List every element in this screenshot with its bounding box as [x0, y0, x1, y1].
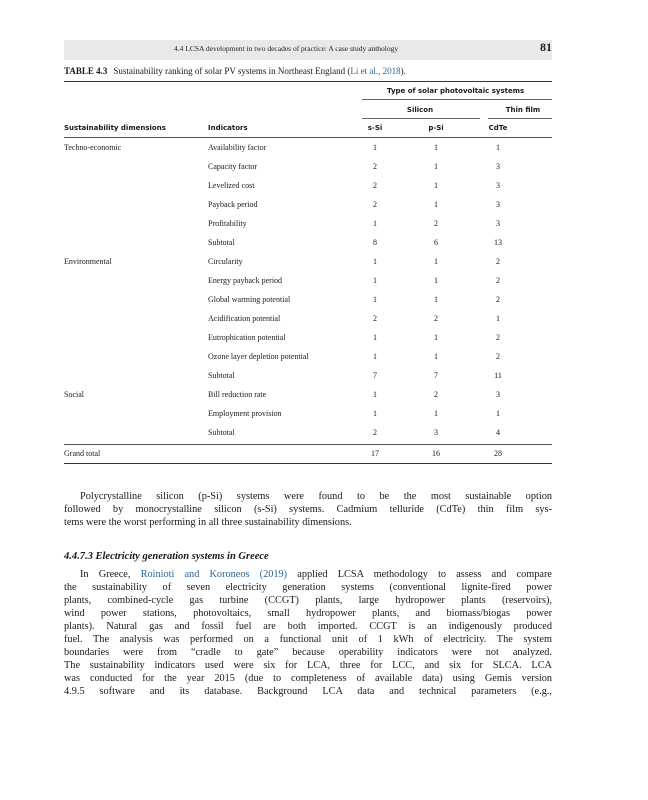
indicator-cell: Levelized cost [208, 181, 255, 190]
psi-value: 1 [434, 295, 438, 304]
dimension-cell: Techno-economic [64, 143, 122, 152]
psi-value: 3 [434, 428, 438, 437]
ssi-value: 1 [373, 276, 377, 285]
ssi-value: 1 [373, 219, 377, 228]
indicator-cell: Circularity [208, 257, 243, 266]
body-paragraph [64, 490, 552, 529]
type-header: Type of solar photovoltaic systems [387, 87, 525, 95]
cdte-value: 3 [496, 181, 500, 190]
paragraph-line: plants, combined-cycle gas turbine (CCGT) plants, large hydropower plants (reservoirs), [64, 595, 552, 606]
indicator-cell: Subtotal [208, 371, 235, 380]
thin-film-header-rule [488, 118, 552, 119]
paragraph-line: fuel. The analysis was performed on a functional unit of 1 kWh of electricity. The system [64, 634, 552, 645]
ssi-value: 2 [373, 428, 377, 437]
cdte-value: 3 [496, 200, 500, 209]
psi-value: 1 [434, 257, 438, 266]
cdte-value: 3 [496, 162, 500, 171]
cdte-value: 1 [496, 409, 500, 418]
indicator-cell: Payback period [208, 200, 258, 209]
cdte-value: 2 [496, 352, 500, 361]
cdte-value: 2 [496, 333, 500, 342]
paragraph-line: was conducted for the year 2015 (due to completeness of available data) using Gemis version [64, 673, 552, 684]
table-bottom-rule [64, 463, 552, 464]
paragraph-line: tems were the worst performing in all three sustainability dimensions. [64, 517, 352, 528]
ssi-value: 1 [373, 390, 377, 399]
ssi-column-header: s-Si [367, 124, 383, 132]
psi-value: 2 [434, 314, 438, 323]
paragraph-line: Polycrystalline silicon (p-Si) systems were found to be the most sustainable option [80, 491, 552, 502]
dimension-cell: Environmental [64, 257, 112, 266]
cdte-value: 3 [496, 219, 500, 228]
silicon-header: Silicon [406, 106, 434, 114]
indicator-cell: Acidification potential [208, 314, 281, 323]
psi-value: 1 [434, 276, 438, 285]
psi-value: 2 [434, 219, 438, 228]
indicator-column-header: Indicators [208, 124, 248, 132]
psi-value: 7 [434, 371, 438, 380]
psi-column-header: p-Si [428, 124, 444, 132]
ssi-value: 2 [373, 200, 377, 209]
indicator-cell: Energy payback period [208, 276, 283, 285]
cdte-value: 4 [496, 428, 500, 437]
psi-value: 1 [434, 181, 438, 190]
column-header-rule [64, 137, 552, 138]
indicator-cell: Subtotal [208, 428, 235, 437]
ssi-value: 1 [373, 257, 377, 266]
psi-value: 1 [434, 162, 438, 171]
type-header-rule [362, 99, 552, 100]
indicator-cell: Global warming potential [208, 295, 291, 304]
cdte-value: 1 [496, 314, 500, 323]
psi-value: 2 [434, 390, 438, 399]
grand-total-rule [64, 444, 552, 445]
indicator-cell: Ozone layer depletion potential [208, 352, 309, 361]
psi-value: 6 [434, 238, 438, 247]
cdte-column-header: CdTe [488, 124, 508, 132]
psi-value: 1 [434, 200, 438, 209]
ssi-value: 2 [373, 314, 377, 323]
paragraph-suffix: applied LCSA methodology to assess and compare [287, 569, 552, 580]
running-head [64, 40, 552, 60]
body-paragraph [64, 568, 552, 698]
paragraph-line: the sustainability of seven electricity generation systems (conventional lignite-fired power [64, 582, 552, 593]
cdte-value: 1 [496, 143, 500, 152]
ssi-value: 1 [373, 295, 377, 304]
table-caption [64, 66, 406, 76]
psi-value: 1 [434, 143, 438, 152]
caption-text: Sustainability ranking of solar PV systems in Northeast England ( [113, 66, 351, 76]
indicator-cell: Eutrophication potential [208, 333, 286, 342]
caption-reference-link[interactable]: Li et al., 2018 [350, 66, 401, 76]
ssi-value: 1 [373, 333, 377, 342]
ssi-value: 8 [373, 238, 377, 247]
cdte-value: 2 [496, 276, 500, 285]
section-heading: 4.4.7.3 Electricity generation systems in Greece [64, 551, 269, 562]
ssi-value: 2 [373, 181, 377, 190]
ssi-value: 17 [371, 449, 379, 458]
indicator-cell: Profitability [208, 219, 247, 228]
dimension-cell: Social [64, 390, 84, 399]
paragraph-prefix: In Greece, [80, 569, 141, 580]
caption-end: ). [400, 66, 406, 76]
paragraph-line: 4.9.5 software and its database. Background LCA data and technical parameters (e.g., [64, 686, 552, 697]
silicon-header-rule [362, 118, 480, 119]
indicator-cell: Employment provision [208, 409, 282, 418]
cdte-value: 28 [494, 449, 502, 458]
cdte-value: 3 [496, 390, 500, 399]
indicator-cell: Capacity factor [208, 162, 258, 171]
page-number: 81 [540, 40, 552, 54]
cdte-value: 2 [496, 257, 500, 266]
indicator-cell: Availability factor [208, 143, 267, 152]
ssi-value: 1 [373, 352, 377, 361]
ssi-value: 7 [373, 371, 377, 380]
citation-link[interactable]: Roinioti and Koroneos (2019) [140, 569, 288, 580]
psi-value: 1 [434, 352, 438, 361]
paragraph-line [64, 568, 552, 581]
table-label: TABLE 4.3 [64, 66, 108, 76]
indicator-cell: Subtotal [208, 238, 235, 247]
psi-value: 16 [432, 449, 440, 458]
cdte-value: 13 [494, 238, 502, 247]
psi-value: 1 [434, 333, 438, 342]
indicator-cell: Bill reduction rate [208, 390, 267, 399]
thin-film-header: Thin film [505, 106, 541, 114]
ssi-value: 1 [373, 143, 377, 152]
dimension-cell: Grand total [64, 449, 101, 458]
paragraph-line: The sustainability indicators used were six for LCA, three for LCC, and six for SLCA. LCA [64, 660, 552, 671]
dimension-column-header: Sustainability dimensions [64, 124, 166, 132]
ssi-value: 2 [373, 162, 377, 171]
cdte-value: 2 [496, 295, 500, 304]
ssi-value: 1 [373, 409, 377, 418]
cdte-value: 11 [494, 371, 502, 380]
paragraph-line: plants). Natural gas and fossil fuel are both imported. CCGT is an indigenously produced [64, 621, 552, 632]
paragraph-line: wind power stations, photovoltaics, small hydropower plants, and biomass/biogas power [64, 608, 552, 619]
psi-value: 1 [434, 409, 438, 418]
paragraph-line: followed by monocrystalline silicon (s-Si) systems. Cadmium telluride (CdTe) thin film sys- [64, 504, 552, 515]
paragraph-line: boundaries were from “cradle to gate” because operability indicators were not analyzed. [64, 647, 552, 658]
running-head-title: 4.4 LCSA development in two decades of practice: A case study anthology [174, 44, 399, 53]
table-top-rule [64, 81, 552, 82]
